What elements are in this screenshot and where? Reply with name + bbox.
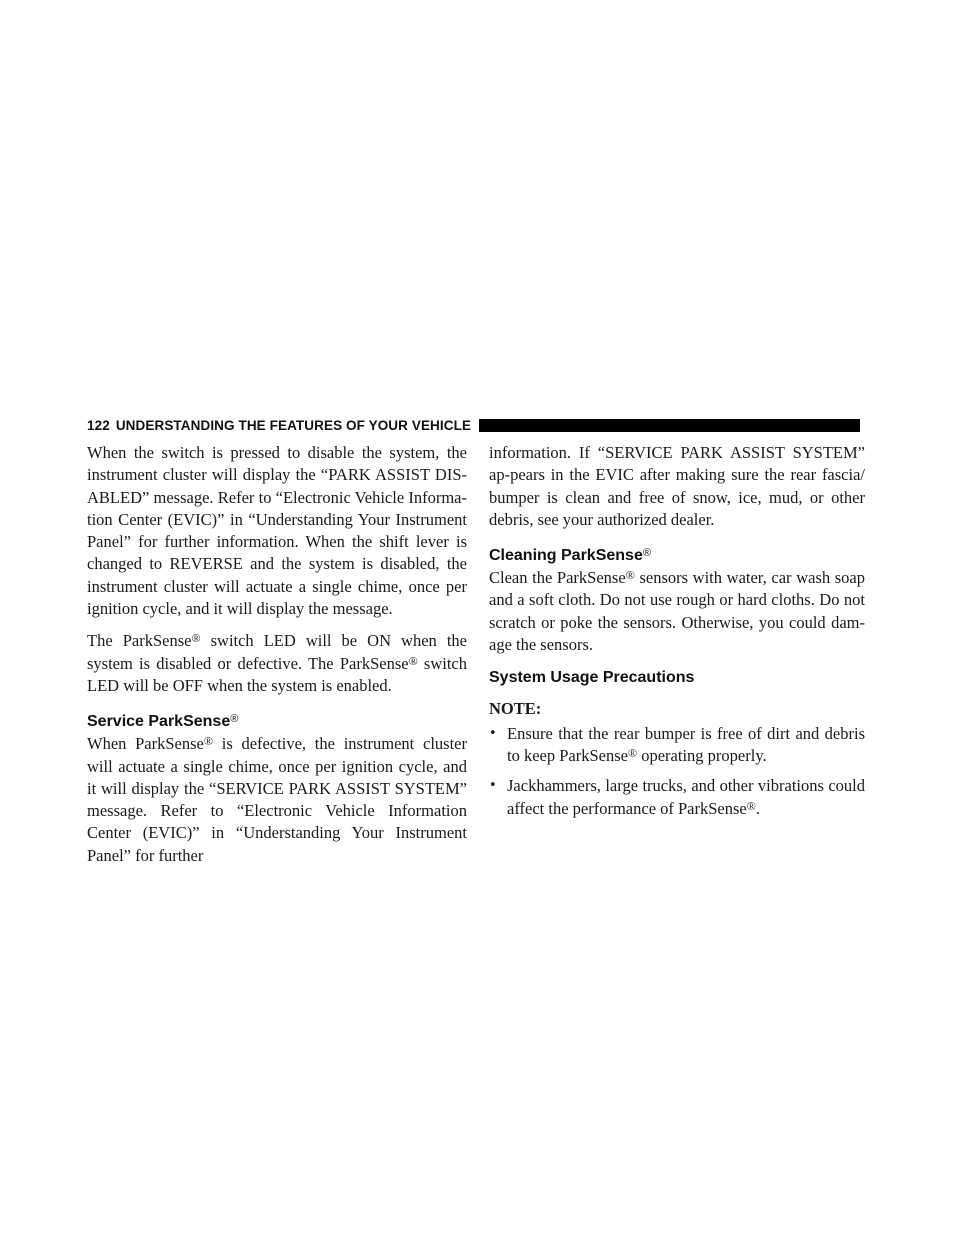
registered-mark: ® xyxy=(625,568,635,583)
text-span: Jackhammers, large trucks, and other vibrations could affect the performance of ParkSense xyxy=(507,776,865,818)
list-item xyxy=(489,723,865,768)
paragraph-switch-led xyxy=(87,630,467,697)
registered-mark: ® xyxy=(230,713,239,726)
text-span: Ensure that the rear bumper is free of dirt and debris to keep ParkSense xyxy=(507,723,865,765)
text-span: switch LED will be OFF when the system is enabled. xyxy=(87,653,467,695)
right-column xyxy=(489,442,865,828)
page-header xyxy=(87,417,860,434)
left-column xyxy=(87,442,467,867)
heading-cleaning-parksense xyxy=(489,543,865,566)
paragraph-continued: information. If “SERVICE PARK ASSIST SYSTEM” ap-pears in the EVIC after making sure the rear fascia/ bumper is clean and free of snow, ice, mud, or other debris, see your authorized dealer. xyxy=(489,443,865,529)
paragraph-service xyxy=(87,733,467,867)
heading-system-usage-precautions: System Usage Precautions xyxy=(489,669,695,687)
registered-mark: ® xyxy=(191,631,201,646)
text-span: The ParkSense xyxy=(87,631,192,651)
registered-mark: ® xyxy=(642,547,651,560)
section-title: UNDERSTANDING THE FEATURES OF YOUR VEHICLE xyxy=(115,418,472,433)
text-span: switch LED will be ON when the system is disabled or defective. The ParkSense xyxy=(87,631,467,673)
paragraph-cleaning xyxy=(489,567,865,656)
text-span: sensors with water, car wash soap and a soft cloth. Do not use rough or hard cloths. Do not scratch or poke the sensors. Otherwise, you could dam-age the sensors. xyxy=(489,568,865,655)
page-number: 122 xyxy=(87,418,110,433)
heading-text: Service ParkSense xyxy=(87,713,231,731)
registered-mark: ® xyxy=(627,745,638,760)
text-span: is defective, the instrument cluster will actuate a single chime, once per ignition cycle, and it will display the “SERVICE PARK ASSIST SYSTEM” message. Refer to “Electronic Vehicle Information Center (EVIC)” in “Understanding Your Instrument Panel” for further xyxy=(87,734,467,865)
registered-mark: ® xyxy=(746,798,756,813)
text-span: When ParkSense xyxy=(87,734,204,754)
text-span: operating properly. xyxy=(637,745,767,765)
bullet-icon: • xyxy=(489,778,497,794)
header-rule-bar xyxy=(479,419,860,432)
registered-mark: ® xyxy=(203,734,213,749)
precautions-list xyxy=(489,723,865,820)
heading-text: Cleaning ParkSense xyxy=(489,547,643,565)
heading-service-parksense xyxy=(87,709,467,732)
note-label: NOTE: xyxy=(489,699,542,719)
bullet-icon: • xyxy=(489,725,497,741)
text-span: . xyxy=(755,798,760,818)
paragraph-disable-switch: When the switch is pressed to disable the system, the instrument cluster will display the “PARK ASSIST DIS-ABLED” message. Refer to “Electronic Vehicle Informa-tion Center (EVIC)” in “Understanding Your Instrument Panel” for further information. When the shift lever is changed to REVERSE and the system is disabled, the instrument cluster will actuate a single chime, once per ignition cycle, and it will display the message. xyxy=(87,443,467,619)
text-span: Clean the ParkSense xyxy=(489,568,626,588)
registered-mark: ® xyxy=(408,653,418,668)
list-item xyxy=(489,775,865,820)
